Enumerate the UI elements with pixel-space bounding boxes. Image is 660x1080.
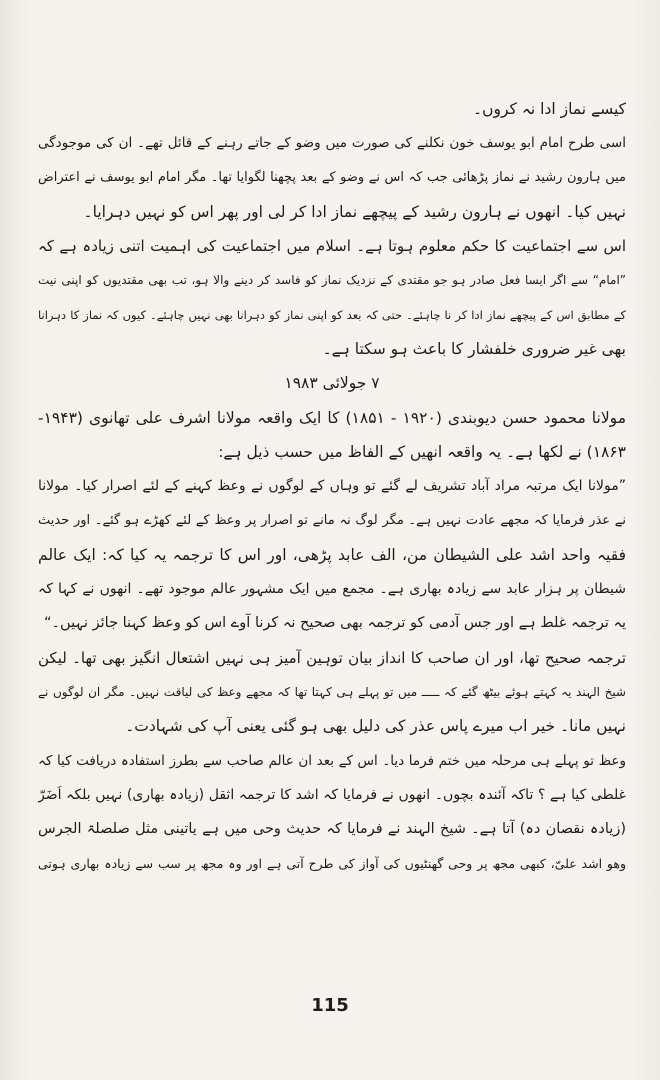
text-line: اس سے اجتماعیت کا حکم معلوم ہوتا ہے۔ اسلام میں اجتماعیت کی اہمیت اتنی زیادہ ہے کہ	[38, 237, 626, 256]
text-line: نہیں کیا۔ انھوں نے ہارون رشید کے پیچھے نماز ادا کر لی اور پھر اس کو نہیں دہرایا۔	[83, 202, 626, 221]
text-line: وھو اشد علیّ، کبھی مجھ پر وحی گھنٹیوں کی آواز کی طرح آتی ہے اور وہ مجھ پر سب سے زیادہ بھاری ہوتی	[38, 855, 626, 871]
text-line: ”مولانا ایک مرتبہ مراد آباد تشریف لے گئے تو وہاں کے لوگوں نے وعظ کہنے کے لئے اصرار کیا۔ مولانا	[38, 478, 626, 495]
text-line: (زیادہ نقصان دہ) آتا ہے۔ شیخ الہند نے فرمایا کہ حدیث وحی میں ہے یاتینی مثل صلصلۃ الجرس	[38, 821, 626, 838]
text-line: نہیں مانا۔ خیر اب میرے پاس عذر کی دلیل بھی ہو گئی یعنی آپ کی شہادت۔	[125, 717, 626, 736]
text-line: شیطان پر ہزار عابد سے زیادہ بھاری ہے۔ مجمع میں ایک مشہور عالم موجود تھے۔ انھوں نے کہا کہ	[38, 581, 626, 598]
text-line: میں ہارون رشید نے نماز پڑھائی جب کہ اس نے وضو کے بعد پچھنا لگوایا تھا۔ مگر امام ابو یوسف نے اعتراض	[38, 169, 626, 185]
text-line: فقیہ واحد اشد علی الشیطان من، الف عابد پڑھی، اور اس کا ترجمہ یہ کیا کہ: ایک عالم	[38, 545, 626, 564]
text-line: ”امام“ سے اگر ایسا فعل صادر ہو جو مقتدی کے نزدیک نماز کو فاسد کر دینے والا ہو، تب بھی مقتدیوں کو اپنی نیت	[38, 273, 626, 288]
text-line: کیسے نماز ادا نہ کروں۔	[473, 100, 626, 118]
text-line: وعظ تو پہلے ہی مرحلہ میں ختم فرما دیا۔ اس کے بعد ان عالم صاحب سے بطرز استفادہ دریافت کیا کہ	[38, 752, 626, 769]
text-line: شیخ الہند یہ کہتے ہوئے بیٹھ گئے کہ ـــــ میں تو پہلے ہی کہتا تھا کہ مجھے وعظ کی لیاقت نہیں۔ مگر ان لوگوں نے	[38, 685, 626, 700]
text-line: اسی طرح امام ابو یوسف خون نکلنے کی صورت میں وضو کے جاتے رہنے کے قائل تھے۔ ان کی موجودگی	[38, 135, 626, 152]
text-line: بھی غیر ضروری خلفشار کا باعث ہو سکتا ہے۔	[322, 340, 626, 359]
text-line: نے عذر فرمایا کہ مجھے عادت نہیں ہے۔ مگر لوگ نہ مانے تو اصرار پر وعظ کے لئے کھڑے ہو گئے۔ اور حدیث	[38, 512, 626, 528]
text-line: مولانا محمود حسن دیوبندی (۱۹۲۰ - ۱۸۵۱) کا ایک واقعہ مولانا اشرف علی تھانوی (۱۹۴۳-	[38, 408, 626, 427]
date-heading: ۷ جولائی ۱۹۸۳	[284, 374, 380, 393]
text-line: کے مطابق اس کے پیچھے نماز ادا کر نا چاہئے۔ حتی کہ بعد کو اپنی نماز کو دہرانا بھی نہیں چاہئے۔ کیوں کہ نماز کا دہرانا	[38, 307, 626, 322]
text-line: یہ ترجمہ غلط ہے اور جس آدمی کو ترجمہ بھی صحیح نہ کرنا آوے اس کو وعظ کہنا جائز نہیں۔“	[44, 615, 626, 632]
page-number: 115	[311, 995, 349, 1016]
text-line: غلطی کیا ہے ؟ تاکہ آئندہ بچوں۔ انھوں نے فرمایا کہ اشد کا ترجمہ اثقل (زیادہ بھاری) نہیں بلکہ اَضَرّ	[38, 786, 626, 803]
text-line: ۱۸۶۳) نے لکھا ہے۔ یہ واقعہ انھیں کے الفاظ میں حسب ذیل ہے:	[218, 442, 626, 461]
text-line: ترجمہ صحیح تھا، اور ان صاحب کا انداز بیان توہین آمیز ہی نہیں اشتعال انگیز بھی تھا۔ لیکن	[38, 648, 626, 667]
body-text	[38, 92, 626, 881]
